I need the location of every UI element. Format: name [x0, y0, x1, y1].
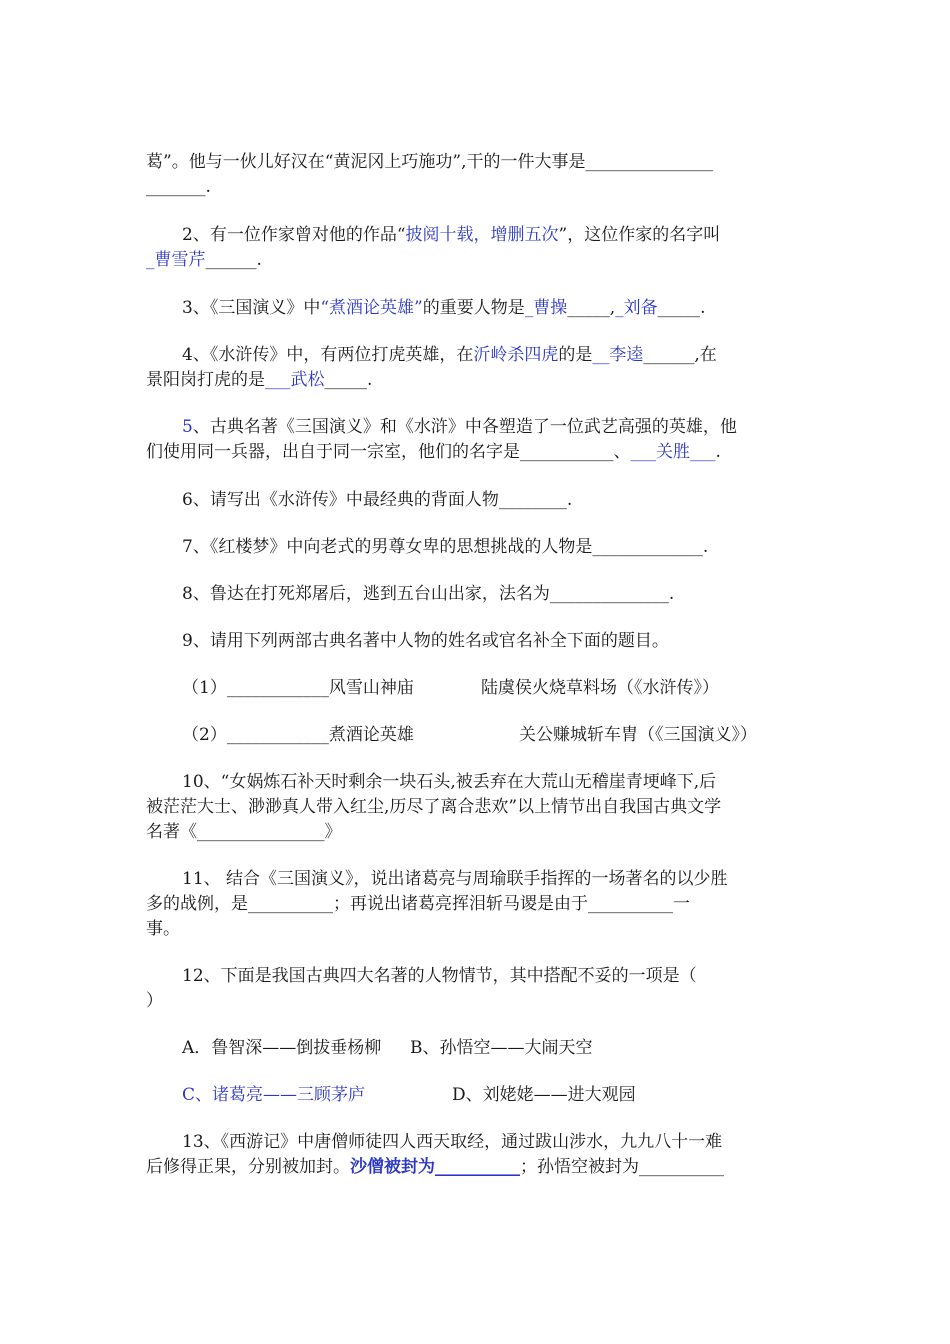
q9-sub-2	[182, 723, 414, 747]
q8-blank: ______________	[549, 584, 669, 604]
q11-text-2a: 多的战例，是	[146, 894, 248, 914]
q5-separator: 、	[613, 442, 631, 462]
q5-blank: ___________	[520, 442, 614, 462]
q4-answer-2: ___武松	[265, 370, 325, 390]
q6-text: 6、请写出《水浒传》中最经典的背面人物	[182, 490, 499, 510]
q13-blank-2: __________	[639, 1157, 724, 1177]
q12-option-b: B、孙悟空——大闹天空	[410, 1038, 593, 1058]
q9-sub-1-b-wrap	[481, 676, 719, 700]
q8-end: .	[668, 584, 675, 604]
q3-quote: “煮酒论英雄”	[320, 298, 423, 318]
q9-sub-1-a: 风雪山神庙	[328, 678, 414, 698]
q4-blank-2: _____.	[324, 370, 373, 390]
q10-line-3	[146, 820, 342, 844]
q3-blank-2: _____.	[657, 298, 706, 318]
q4-answer-1: __李逵	[592, 345, 644, 365]
q10-end: 》	[324, 822, 342, 842]
q9-sub-2-number: （2）	[182, 725, 227, 745]
q3-text-mid: 的重要人物是	[422, 298, 525, 318]
q7-end: .	[702, 537, 709, 557]
q7-text: 7、《红楼梦》中向老式的男尊女卑的思想挑战的人物是	[182, 537, 593, 557]
q9-line	[182, 629, 669, 653]
q4-text-2: 景阳岗打虎的是	[146, 370, 265, 390]
q12-line-2	[146, 989, 163, 1013]
q1-blank-end: _______.	[146, 177, 211, 197]
q10-line-1	[182, 770, 716, 794]
q4-place: 沂岭杀四虎	[473, 345, 559, 365]
q4-text: 4、《水浒传》中，有两位打虎英雄，在	[182, 345, 474, 365]
q12-options-c	[182, 1083, 365, 1107]
q4-line-1	[182, 343, 717, 367]
q9-sub-2-a: 煮酒论英雄	[328, 725, 414, 745]
q8-line	[182, 582, 674, 606]
q11-text-2c: 一	[673, 894, 690, 914]
q12-option-c: C、诸葛亮——三顾茅庐	[182, 1085, 366, 1105]
q13-text-1: 13、《西游记》中唐僧师徒四人西天取经，通过跋山涉水，九九八十一难	[182, 1132, 723, 1152]
q10-text-3: 名著《	[146, 822, 197, 842]
q13-text-2b: ；孙悟空被封为	[520, 1157, 639, 1177]
q13-line-2	[146, 1155, 724, 1179]
q5-line-1	[182, 415, 737, 439]
q9-sub-2-b: 关公赚城斩车胄（《三国演义》）	[519, 725, 757, 745]
q5-answer: ___关胜___	[630, 442, 716, 462]
q2-answer-lead: _	[146, 250, 155, 270]
q12-option-d: D、刘姥姥——进大观园	[452, 1085, 636, 1105]
q2-answer: 曹雪芹	[154, 250, 206, 270]
q1-text: 葛”。他与一伙儿好汉在“黄泥冈上巧施功”,干的一件大事是	[146, 152, 586, 172]
q11-text-1: 11、 结合《三国演义》，说出诸葛亮与周瑜联手指挥的一场著名的以少胜	[182, 869, 728, 889]
q4-text-end: ,在	[694, 345, 717, 365]
q11-text-3: 事。	[146, 919, 180, 939]
q3-answer-2: _刘备	[615, 298, 658, 318]
q5-line-2	[146, 440, 721, 464]
q5-text-2: 们使用同一兵器，出自于同一宗室，他们的名字是	[146, 442, 520, 462]
q8-text: 8、鲁达在打死郑屠后，逃到五台山出家，法名为	[182, 584, 550, 604]
q10-text-2: 被茫茫大士、渺渺真人带入红尘,历尽了离合悲欢”以上情节出自我国古典文学	[146, 797, 722, 817]
q2-text: 2、有一位作家曾对他的作品“	[182, 225, 406, 245]
q13-bold-text: 沙僧被封为	[350, 1157, 435, 1177]
q4-blank-1: ______	[643, 345, 695, 365]
q11-blank-2: __________	[588, 894, 673, 914]
q7-blank: _____________	[592, 537, 703, 557]
q10-text-1: 10、“女娲炼石补天时剩余一块石头,被丢弃在大荒山无稽崖青埂峰下,后	[182, 772, 717, 792]
q5-text: 、古典名著《三国演义》和《水浒》中各塑造了一位武艺高强的英雄，他	[192, 417, 737, 437]
q6-end: .	[566, 490, 573, 510]
q9-sub-1-b: 陆虞侯火烧草料场（《水浒传》）	[481, 678, 719, 698]
q2-text-end: ”，这位作家的名字叫	[558, 225, 721, 245]
q3-answer-1: _曹操	[524, 298, 568, 318]
q11-line-3	[146, 917, 180, 941]
q6-blank: ________	[498, 490, 567, 510]
q1-blank: _______________	[585, 152, 713, 172]
q10-line-2	[146, 795, 721, 819]
q12-option-b-wrap	[410, 1036, 593, 1060]
q9-sub-2-blank: ____________	[226, 725, 329, 745]
q11-text-2b: ；再说出诸葛亮挥泪斩马谡是由于	[333, 894, 588, 914]
q11-line-1	[182, 867, 728, 891]
q6-line	[182, 488, 572, 512]
q9-sub-1-number: （1）	[182, 678, 227, 698]
q2-line-2	[146, 248, 262, 272]
q12-option-a: A．鲁智深——倒拔垂杨柳	[182, 1038, 382, 1058]
q12-text: 12、下面是我国古典四大名著的人物情节，其中搭配不妥的一项是（	[182, 966, 697, 986]
q13-line-1	[182, 1130, 722, 1154]
q4-text-mid: 的是	[558, 345, 593, 365]
q10-blank: _______________	[197, 822, 325, 842]
q5-end: .	[715, 442, 721, 462]
q12-paren: ）	[146, 991, 163, 1011]
q9-text: 9、请用下列两部古典名著中人物的姓名或官名补全下面的题目。	[182, 631, 669, 651]
q12-option-d-wrap	[452, 1083, 636, 1107]
q4-line-2	[146, 368, 372, 392]
q5-number: 5	[182, 417, 193, 437]
q3-text: 3、《三国演义》中	[182, 298, 321, 318]
q9-sub-2-b-wrap	[519, 723, 757, 747]
q1-line-2	[146, 175, 211, 199]
q13-text-2a: 后修得正果，分别被加封。	[146, 1157, 350, 1177]
q2-quote: 披阅十载，增删五次	[405, 225, 559, 245]
q9-sub-1-blank: ____________	[226, 678, 329, 698]
q11-blank-1: __________	[248, 894, 333, 914]
q3-line	[182, 296, 706, 320]
q12-options-ab	[182, 1036, 381, 1060]
q1-line-1	[146, 150, 713, 174]
q11-line-2	[146, 892, 690, 916]
q12-line-1	[182, 964, 697, 988]
q3-blank-1: _____,	[567, 298, 616, 318]
q9-sub-1	[182, 676, 414, 700]
q2-blank: ______.	[205, 250, 262, 270]
q7-line	[182, 535, 708, 559]
q13-blank-1: __________	[435, 1157, 520, 1177]
q2-line-1	[182, 223, 720, 247]
